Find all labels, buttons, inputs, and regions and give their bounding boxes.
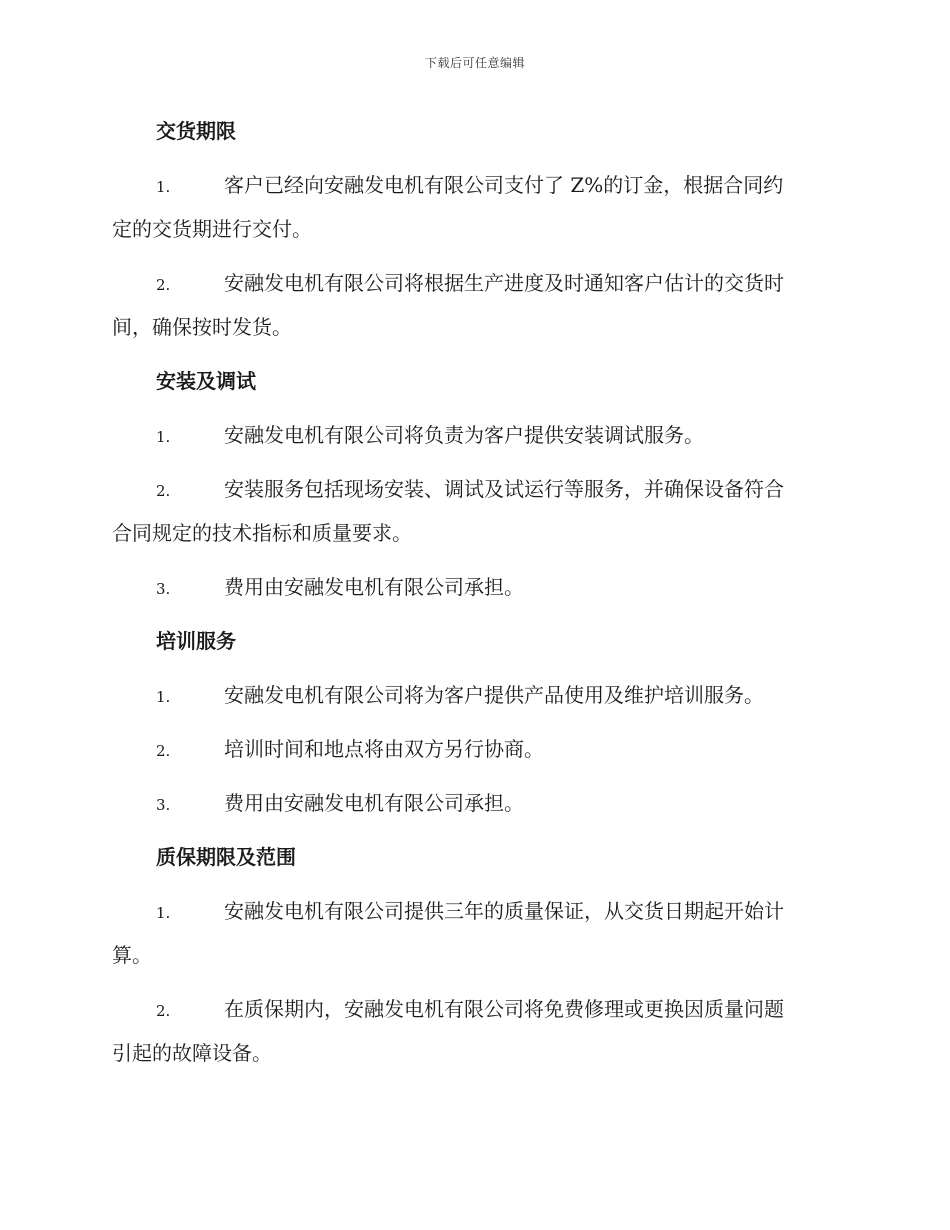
list-item [112,781,834,825]
item-text-continued: 引起的故障设备。 [112,1041,272,1065]
item-number: 1. [156,178,171,196]
item-number: 1. [156,428,171,446]
item-text-continued: 定的交货期进行交付。 [112,217,312,241]
item-number: 1. [156,688,171,706]
section-heading: 交货期限 [156,119,236,143]
list-item [112,467,834,555]
item-number: 2. [156,276,171,294]
item-number: 3. [156,580,171,598]
item-text-continued: 算。 [112,943,152,967]
item-text: 在质保期内，安融发电机有限公司将免费修理或更换因质量问题 [224,997,784,1021]
item-number: 2. [156,482,171,500]
section-heading: 培训服务 [156,629,236,653]
list-item [112,889,834,977]
item-text: 费用由安融发电机有限公司承担。 [224,575,524,599]
list-item [112,261,834,349]
list-item [112,565,834,609]
item-text: 费用由安融发电机有限公司承担。 [224,791,524,815]
item-text-continued: 间，确保按时发货。 [112,315,292,339]
item-number: 1. [156,904,171,922]
item-number: 3. [156,796,171,814]
section-heading: 安装及调试 [156,369,256,393]
list-item [112,727,834,771]
item-text: 客户已经向安融发电机有限公司支付了 Z%的订金，根据合同约 [224,173,784,197]
list-item [112,413,834,457]
section-heading: 质保期限及范围 [156,845,296,869]
document-body [112,109,834,1085]
list-item [112,163,834,251]
item-text: 安融发电机有限公司将负责为客户提供安装调试服务。 [224,423,704,447]
item-text: 培训时间和地点将由双方另行协商。 [224,737,544,761]
item-text: 安融发电机有限公司将根据生产进度及时通知客户估计的交货时 [224,271,784,295]
item-text: 安融发电机有限公司将为客户提供产品使用及维护培训服务。 [224,683,764,707]
item-number: 2. [156,742,171,760]
item-text: 安装服务包括现场安装、调试及试运行等服务，并确保设备符合 [224,477,784,501]
item-text-continued: 合同规定的技术指标和质量要求。 [112,521,412,545]
list-item [112,987,834,1075]
list-item [112,673,834,717]
page-header: 下载后可任意编辑 [424,56,525,70]
item-text: 安融发电机有限公司提供三年的质量保证，从交货日期起开始计 [224,899,784,923]
item-number: 2. [156,1002,171,1020]
